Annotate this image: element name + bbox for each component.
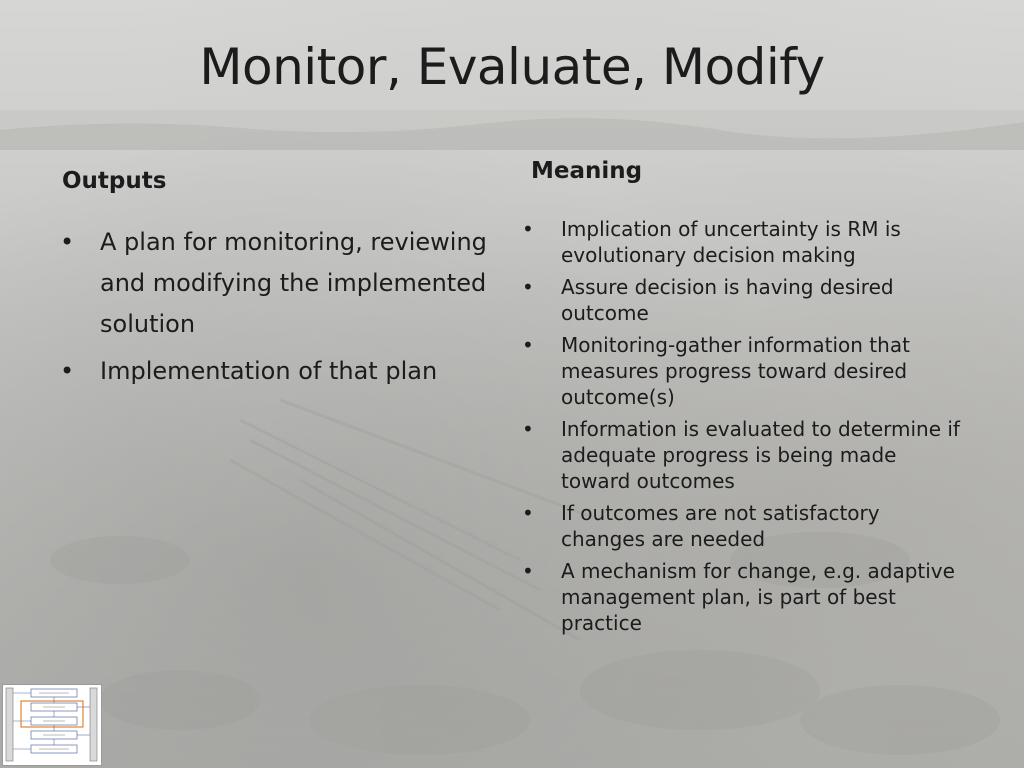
list-item — [60, 351, 500, 392]
bullet-icon: • — [60, 228, 75, 256]
bullet-icon: • — [522, 501, 534, 525]
list-item — [522, 558, 962, 636]
list-item — [60, 222, 500, 345]
list-item-text: If outcomes are not satisfactory changes are needed — [561, 501, 880, 551]
slide-title: Monitor, Evaluate, Modify — [199, 38, 825, 96]
list-item-text: A plan for monitoring, reviewing and modifying the implemented solution — [100, 228, 487, 338]
bullet-icon: • — [522, 559, 534, 583]
list-item — [522, 274, 962, 326]
process-diagram-thumbnail-icon — [2, 684, 102, 766]
list-item-text: Information is evaluated to determine if adequate progress is being made toward outcomes — [561, 417, 960, 493]
list-item-text: Assure decision is having desired outcome — [561, 275, 894, 325]
meaning-list — [522, 216, 962, 642]
outputs-list — [60, 222, 500, 398]
list-item-text: Implementation of that plan — [100, 357, 438, 385]
bullet-icon: • — [60, 357, 75, 385]
bullet-icon: • — [522, 417, 534, 441]
list-item-text: Implication of uncertainty is RM is evolutionary decision making — [561, 217, 901, 267]
list-item-text: A mechanism for change, e.g. adaptive management plan, is part of best practice — [561, 559, 955, 635]
bullet-icon: • — [522, 275, 534, 299]
list-item — [522, 216, 962, 268]
list-item — [522, 500, 962, 552]
bullet-icon: • — [522, 217, 534, 241]
list-item — [522, 332, 962, 410]
bullet-icon: • — [522, 333, 534, 357]
outputs-heading: Outputs — [62, 168, 167, 194]
meaning-heading: Meaning — [531, 158, 643, 184]
list-item — [522, 416, 962, 494]
process-diagram-icon — [3, 685, 101, 765]
list-item-text: Monitoring-gather information that measures progress toward desired outcome(s) — [561, 333, 910, 409]
